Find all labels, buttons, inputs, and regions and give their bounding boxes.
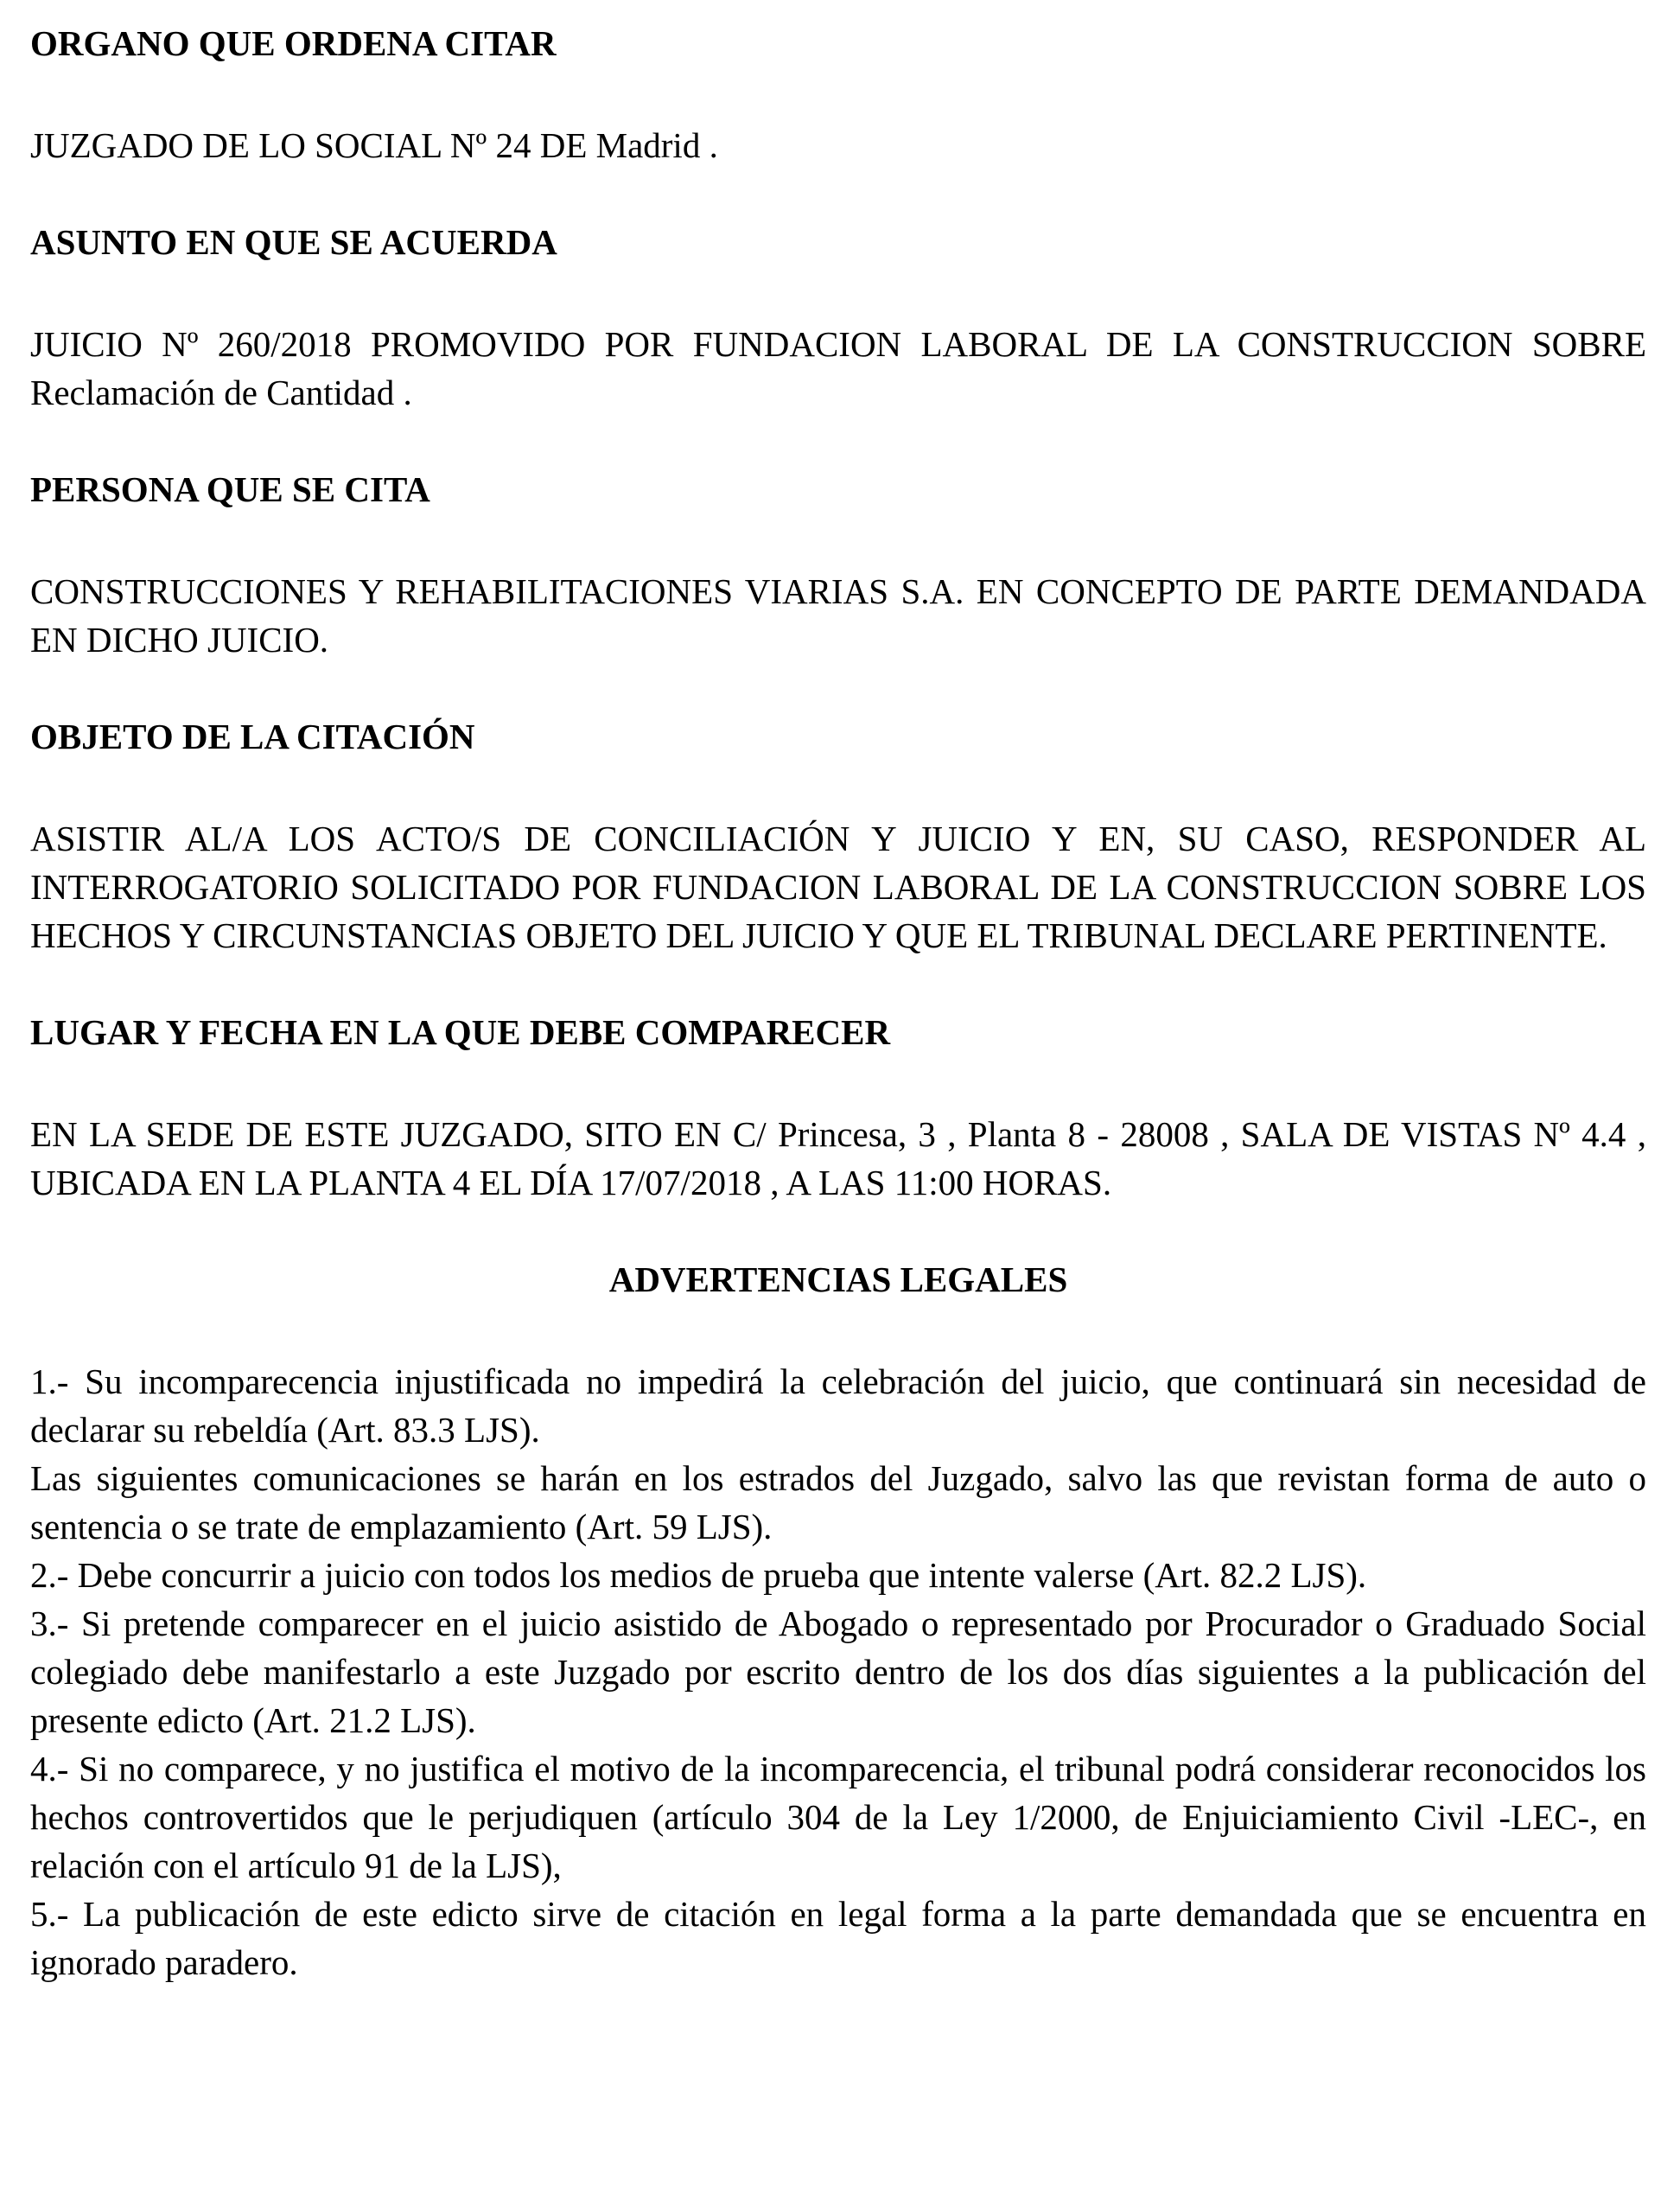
- warning-item: 4.- Si no comparece, y no justifica el motivo de la incomparecencia, el tribunal podrá considerar reconocidos los hechos controvertidos que le perjudiquen (artículo 304 de la Ley 1/2000, de Enjuiciamiento Civil -LEC-, en relación con el artículo 91 de la LJS),: [30, 1749, 1646, 1885]
- section-content-asunto: JUICIO Nº 260/2018 PROMOVIDO POR FUNDACION LABORAL DE LA CONSTRUCCION SOBRE Reclamación de Cantidad .: [30, 324, 1646, 412]
- section-heading-organo: ORGANO QUE ORDENA CITAR: [30, 23, 557, 63]
- document-page: [30, 19, 1646, 1986]
- section-content-lugar: EN LA SEDE DE ESTE JUZGADO, SITO EN C/ Princesa, 3 , Planta 8 - 28008 , SALA DE VISTAS Nº 4.4 , UBICADA EN LA PLANTA 4 EL DÍA 17/07/2018 , A LAS 11:00 HORAS.: [30, 1114, 1646, 1202]
- section-content-objeto: ASISTIR AL/A LOS ACTO/S DE CONCILIACIÓN Y JUICIO Y EN, SU CASO, RESPONDER AL INTERROGATORIO SOLICITADO POR FUNDACION LABORAL DE LA CONSTRUCCION SOBRE LOS HECHOS Y CIRCUNSTANCIAS OBJETO DEL JUICIO Y QUE EL TRIBUNAL DECLARE PERTINENTE.: [30, 819, 1646, 955]
- warning-item: 3.- Si pretende comparecer en el juicio asistido de Abogado o representado por Procurador o Graduado Social colegiado debe manifestarlo a este Juzgado por escrito dentro de los dos días siguientes a la publicación del presente edicto (Art. 21.2 LJS).: [30, 1603, 1646, 1740]
- warning-item: 2.- Debe concurrir a juicio con todos los medios de prueba que intente valerse (Art. 82.2 LJS).: [30, 1555, 1367, 1595]
- warnings-list: [30, 1357, 1646, 1986]
- section-heading-asunto: ASUNTO EN QUE SE ACUERDA: [30, 222, 557, 262]
- warning-item: 1.- Su incomparecencia injustificada no impedirá la celebración del juicio, que continuará sin necesidad de declarar su rebeldía (Art. 83.3 LJS).: [30, 1361, 1646, 1450]
- section-content-organo: JUZGADO DE LO SOCIAL Nº 24 DE Madrid .: [30, 125, 718, 165]
- warnings-heading: ADVERTENCIAS LEGALES: [608, 1259, 1068, 1299]
- section-heading-persona: PERSONA QUE SE CITA: [30, 469, 430, 509]
- section-heading-objeto: OBJETO DE LA CITACIÓN: [30, 717, 475, 756]
- section-heading-lugar: LUGAR Y FECHA EN LA QUE DEBE COMPARECER: [30, 1012, 891, 1052]
- warning-item: Las siguientes comunicaciones se harán en los estrados del Juzgado, salvo las que revistan forma de auto o sentencia o se trate de emplazamiento (Art. 59 LJS).: [30, 1458, 1646, 1546]
- section-content-persona: CONSTRUCCIONES Y REHABILITACIONES VIARIAS S.A. EN CONCEPTO DE PARTE DEMANDADA EN DICHO JUICIO.: [30, 571, 1646, 660]
- warning-item: 5.- La publicación de este edicto sirve de citación en legal forma a la parte demandada que se encuentra en ignorado paradero.: [30, 1894, 1646, 1982]
